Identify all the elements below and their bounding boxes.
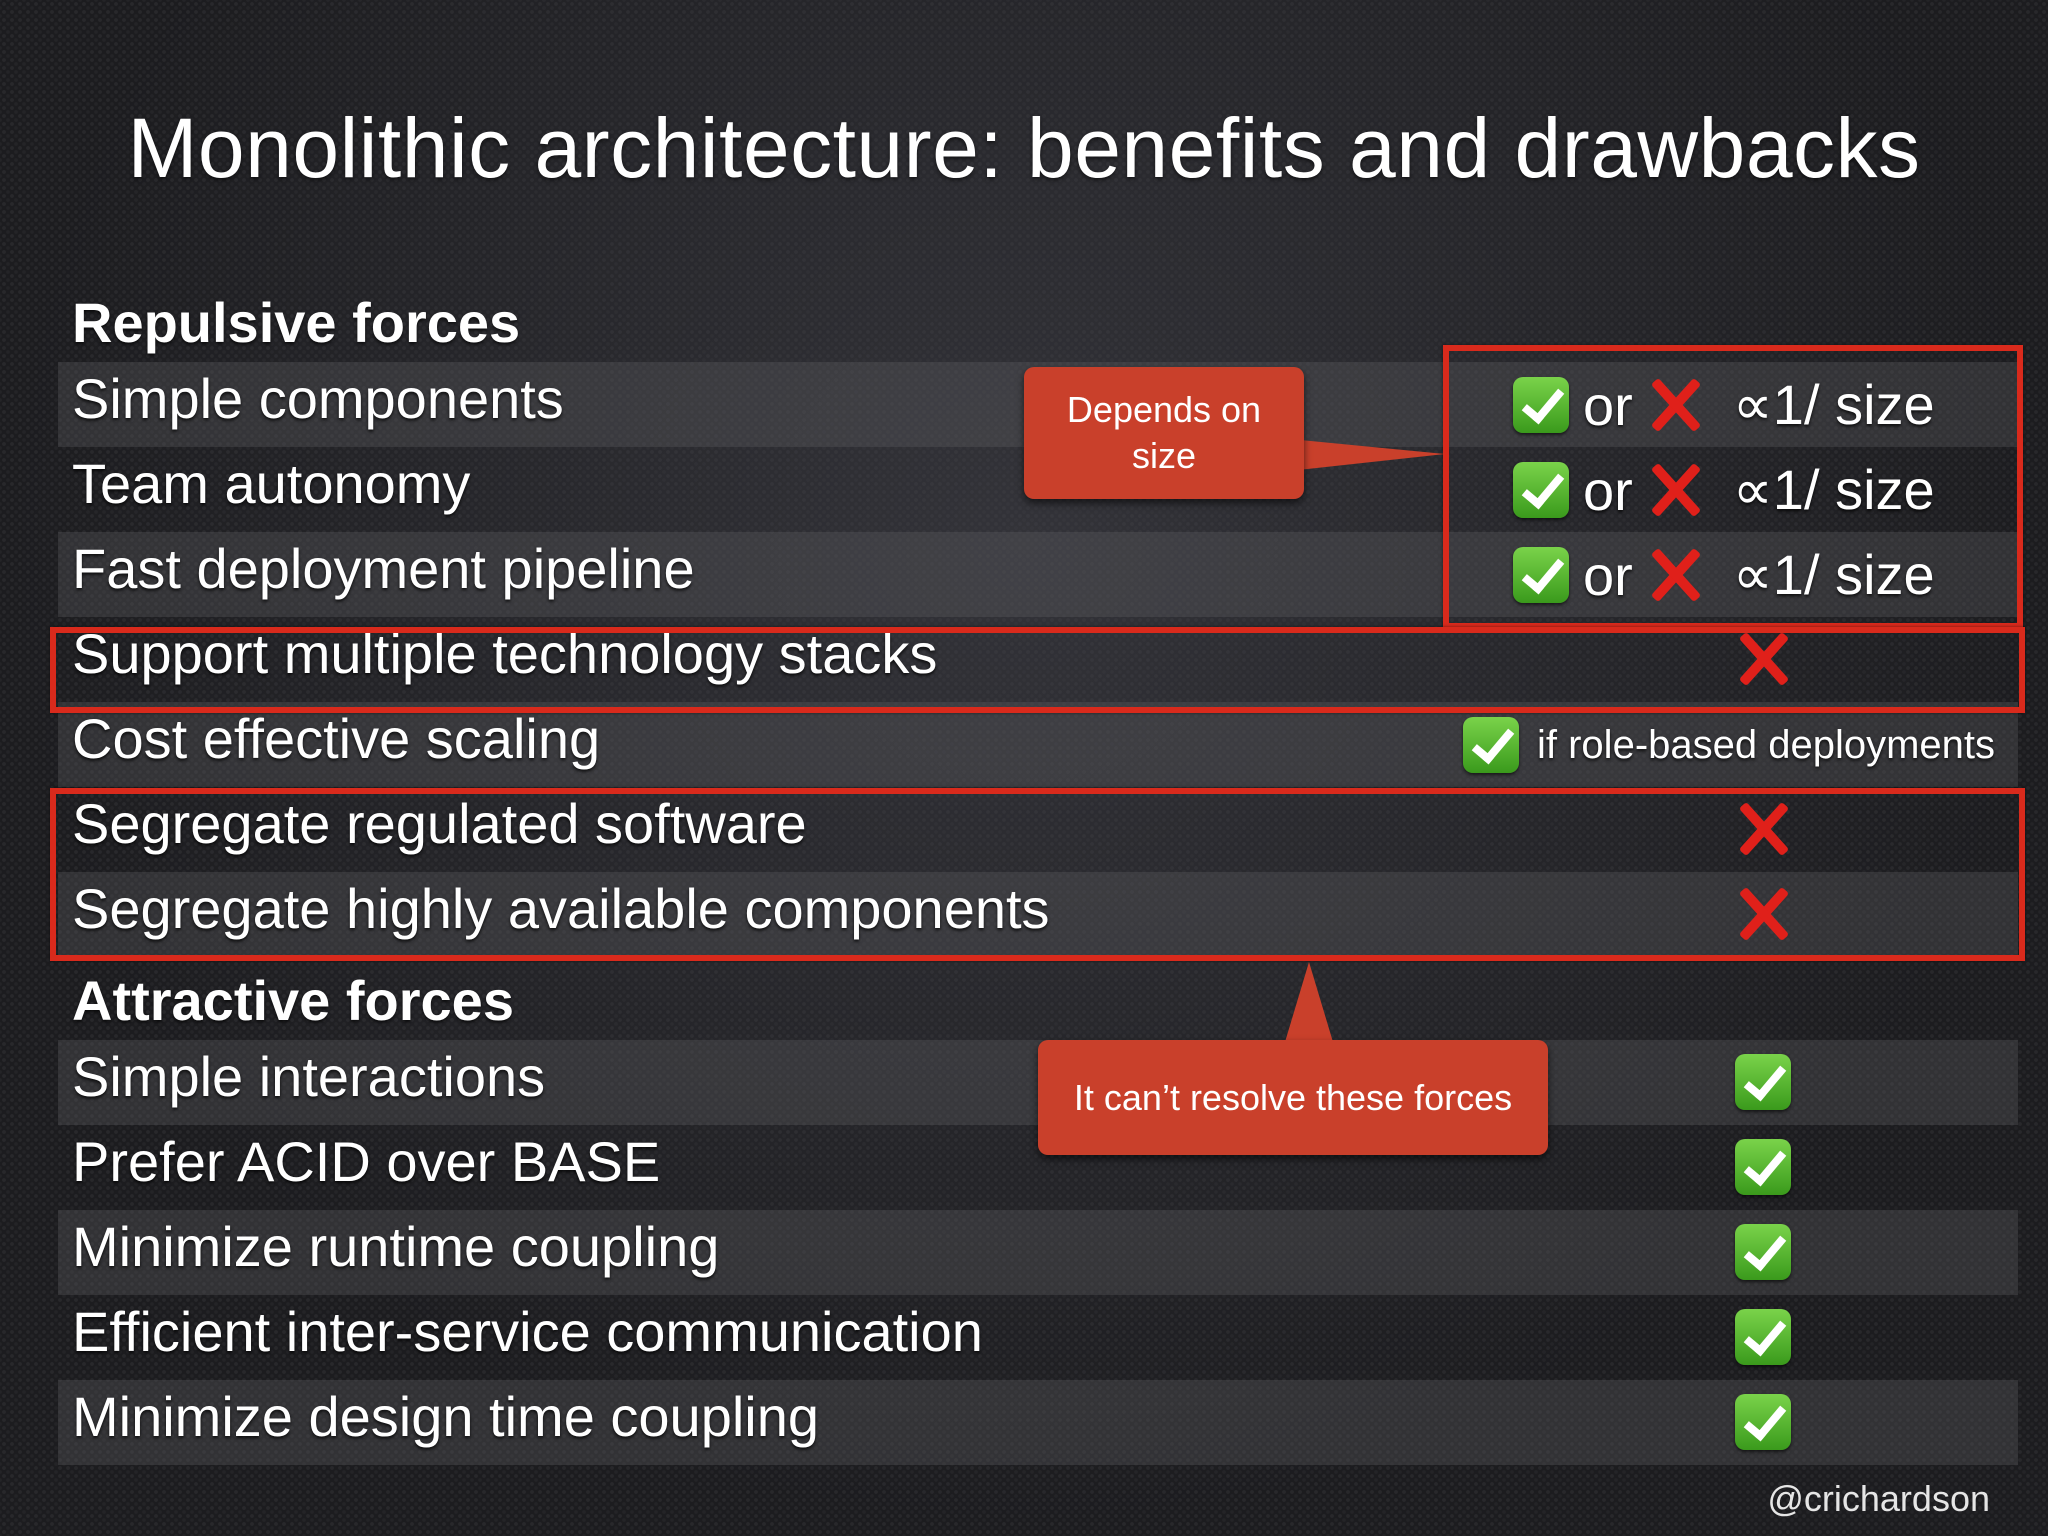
force-label: Minimize runtime coupling xyxy=(72,1215,720,1278)
force-label: Prefer ACID over BASE xyxy=(72,1130,661,1193)
force-label: Simple components xyxy=(72,367,564,430)
check-icon xyxy=(1463,717,1519,773)
force-label: Fast deployment pipeline xyxy=(72,537,695,600)
conditional-verdict xyxy=(1463,710,1995,780)
check-icon xyxy=(1735,1224,1791,1280)
slide-title: Monolithic architecture: benefits and drawbacks xyxy=(127,101,1921,195)
attractive-heading: Attractive forces xyxy=(72,969,514,1032)
callout-tail-resolve xyxy=(1285,962,1345,1042)
or-text: or xyxy=(1583,373,1633,437)
force-label: Minimize design time coupling xyxy=(72,1385,820,1448)
force-label: Team autonomy xyxy=(72,452,471,515)
force-label: Support multiple technology stacks xyxy=(72,622,938,685)
callout-depends-on-size xyxy=(1024,367,1304,499)
check-icon xyxy=(1735,1394,1791,1450)
repulsive-row xyxy=(58,702,2018,787)
force-label: Simple interactions xyxy=(72,1045,546,1108)
author-credit: @crichardson xyxy=(1767,1478,1990,1519)
highlight-box-tech-stacks xyxy=(50,627,2025,713)
attractive-row xyxy=(58,1380,2018,1465)
force-label: Segregate highly available components xyxy=(72,877,1050,940)
proportional-text: ∝1/ size xyxy=(1732,458,1935,521)
repulsive-heading: Repulsive forces xyxy=(72,291,521,354)
condition-note: if role-based deployments xyxy=(1537,722,1996,767)
attractive-row xyxy=(58,1295,2018,1380)
highlight-box-segregate xyxy=(50,788,2025,961)
force-label: Efficient inter-service communication xyxy=(72,1300,983,1363)
callout-text: It can’t resolve these forces xyxy=(1073,1077,1513,1118)
callout-cannot-resolve xyxy=(1038,1040,1548,1155)
callout-tail-size xyxy=(1280,420,1450,500)
attractive-row xyxy=(58,1210,2018,1295)
check-icon xyxy=(1735,1054,1791,1110)
proportional-text: ∝1/ size xyxy=(1732,543,1935,606)
or-text: or xyxy=(1583,458,1633,522)
proportional-text: ∝1/ size xyxy=(1732,373,1935,436)
or-text: or xyxy=(1583,543,1633,607)
callout-text: Depends on size xyxy=(1066,389,1262,476)
check-icon xyxy=(1735,1309,1791,1365)
force-label: Segregate regulated software xyxy=(72,792,807,855)
highlight-box-size-dependent xyxy=(1443,345,2023,629)
force-label: Cost effective scaling xyxy=(72,707,601,770)
check-icon xyxy=(1735,1139,1791,1195)
